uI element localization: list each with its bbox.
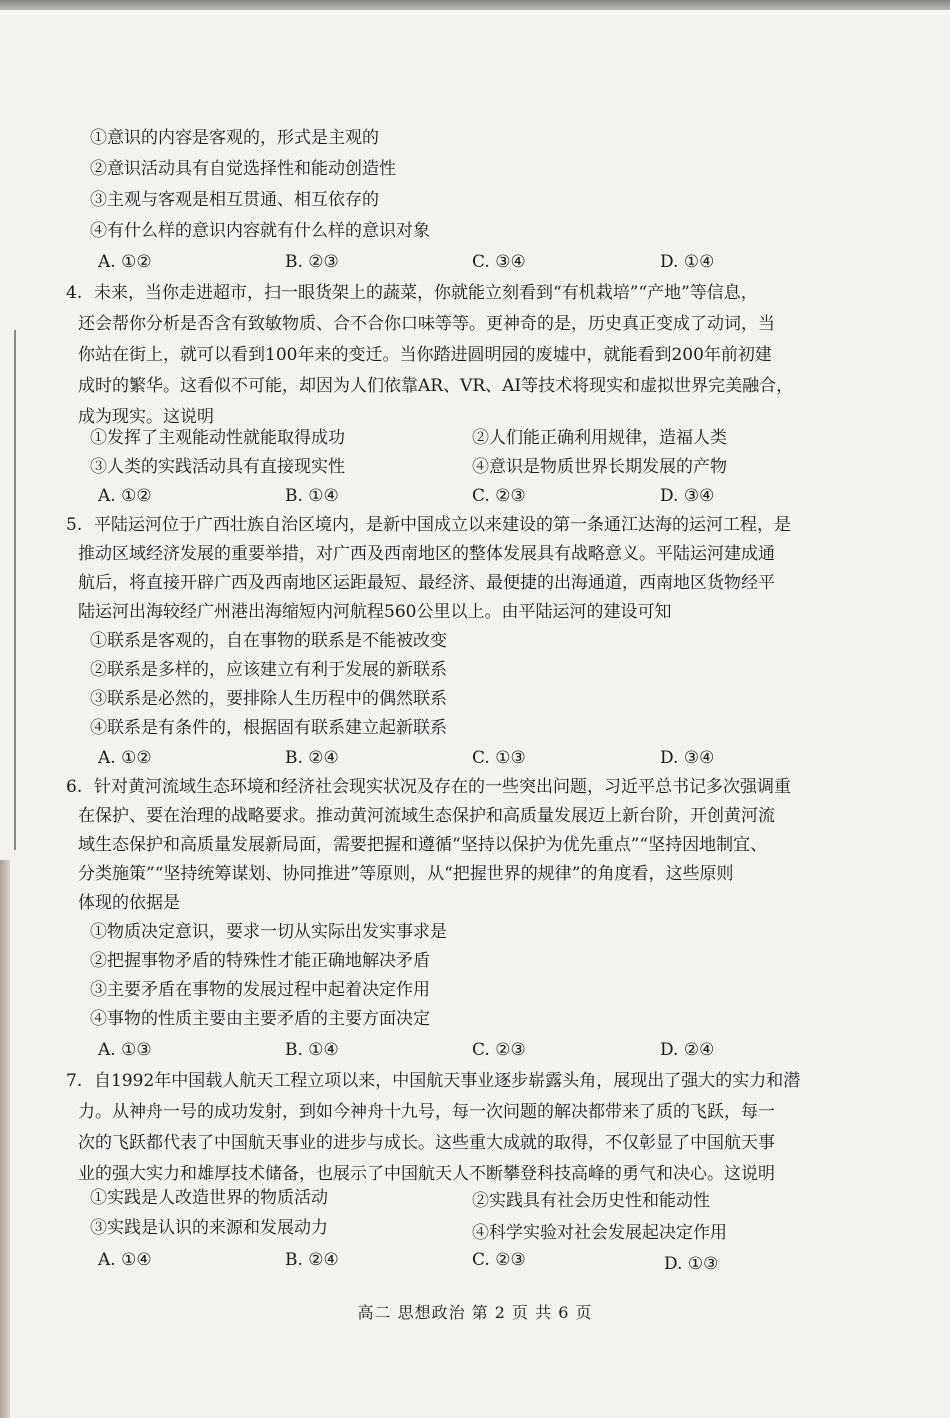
q5-item-1: ①联系是客观的，自在事物的联系是不能被改变 (90, 631, 447, 651)
scan-left-edge (0, 330, 16, 850)
q5-stem-line-1: 平陆运河位于广西壮族自治区境内，是新中国成立以来建设的第一条通江达海的运河工程，是 (94, 515, 791, 535)
q4-item-1: ①发挥了主观能动性就能取得成功 (90, 428, 345, 448)
q6-option-c: C. ②③ (472, 1040, 526, 1060)
q6-option-a: A. ①③ (98, 1040, 152, 1060)
q4-stem-line-5: 成为现实。这说明 (78, 407, 214, 427)
q4-number: 4. (66, 283, 83, 303)
q7-item-4: ④科学实验对社会发展起决定作用 (472, 1223, 727, 1243)
q3-item-1: ①意识的内容是客观的，形式是主观的 (90, 128, 379, 148)
q3-item-3: ③主观与客观是相互贯通、相互依存的 (90, 190, 379, 210)
q6-option-b: B. ①④ (285, 1040, 339, 1060)
q6-stem-line-2: 在保护、要在治理的战略要求。推动黄河流域生态保护和高质量发展迈上新台阶，开创黄河流 (78, 806, 775, 826)
q6-item-3: ③主要矛盾在事物的发展过程中起着决定作用 (90, 980, 430, 1000)
q4-item-3: ③人类的实践活动具有直接现实性 (90, 457, 345, 477)
q6-stem-line-5: 体现的依据是 (78, 893, 180, 913)
q6-stem-line-4: 分类施策”“坚持统筹谋划、协同推进”等原则，从“把握世界的规律”的角度看，这些原则 (78, 864, 734, 884)
scan-top-edge (0, 0, 950, 10)
q7-option-c: C. ②③ (472, 1250, 526, 1270)
q4-option-a: A. ①② (98, 486, 152, 506)
q7-option-d: D. ①③ (664, 1254, 719, 1274)
q3-option-c: C. ③④ (472, 252, 526, 272)
q6-stem-line-1: 针对黄河流域生态环境和经济社会现实状况及存在的一些突出问题，习近平总书记多次强调重 (94, 777, 791, 797)
q4-stem-line-1: 未来，当你走进超市，扫一眼货架上的蔬菜，你就能立刻看到“有机栽培”“产地”等信息， (94, 283, 758, 303)
q5-option-c: C. ①③ (472, 748, 526, 768)
q4-stem-line-2: 还会帮你分析是否含有致敏物质、合不合你口味等等。更神奇的是，历史真正变成了动词，当 (78, 314, 775, 334)
q7-stem-line-1: 自1992年中国载人航天工程立项以来，中国航天事业逐步崭露头角，展现出了强大的实力和潜 (94, 1071, 801, 1091)
q4-option-d: D. ③④ (660, 486, 715, 506)
q7-item-2: ②实践具有社会历史性和能动性 (472, 1191, 710, 1211)
q4-item-2: ②人们能正确利用规律，造福人类 (472, 428, 727, 448)
q5-number: 5. (66, 515, 83, 535)
q6-option-d: D. ②④ (660, 1040, 715, 1060)
q6-number: 6. (66, 777, 83, 797)
q3-item-2: ②意识活动具有自觉选择性和能动创造性 (90, 159, 396, 179)
q6-stem-line-3: 域生态保护和高质量发展新局面，需要把握和遵循“坚持以保护为优先重点”“坚持因地制宜、 (78, 835, 768, 855)
q5-option-b: B. ②④ (285, 748, 339, 768)
q6-item-1: ①物质决定意识，要求一切从实际出发实事求是 (90, 922, 447, 942)
q7-stem-line-3: 次的飞跃都代表了中国航天事业的进步与成长。这些重大成就的取得，不仅彰显了中国航天事 (78, 1133, 775, 1153)
q5-item-4: ④联系是有条件的，根据固有联系建立起新联系 (90, 718, 447, 738)
q4-stem-line-3: 你站在街上，就可以看到100年来的变迁。当你踏进圆明园的废墟中，就能看到200年前初建 (78, 345, 772, 365)
q5-stem-line-3: 航后，将直接开辟广西及西南地区运距最短、最经济、最便捷的出海通道，西南地区货物经平 (78, 573, 775, 593)
q3-item-4: ④有什么样的意识内容就有什么样的意识对象 (90, 221, 430, 241)
q5-item-3: ③联系是必然的，要排除人生历程中的偶然联系 (90, 689, 447, 709)
q6-item-2: ②把握事物矛盾的特殊性才能正确地解决矛盾 (90, 951, 430, 971)
q5-stem-line-2: 推动区域经济发展的重要举措，对广西及西南地区的整体发展具有战略意义。平陆运河建成通 (78, 544, 775, 564)
q7-stem-line-2: 力。从神舟一号的成功发射，到如今神舟十九号，每一次问题的解决都带来了质的飞跃，每一 (78, 1102, 775, 1122)
q7-option-a: A. ①④ (98, 1250, 152, 1270)
q3-option-d: D. ①④ (660, 252, 715, 272)
q4-stem-line-4: 成时的繁华。这看似不可能，却因为人们依靠AR、VR、AI等技术将现实和虚拟世界完美融合， (78, 376, 794, 396)
q4-item-4: ④意识是物质世界长期发展的产物 (472, 457, 727, 477)
q7-stem-line-4: 业的强大实力和雄厚技术储备，也展示了中国航天人不断攀登科技高峰的勇气和决心。这说明 (78, 1164, 775, 1184)
q7-item-1: ①实践是人改造世界的物质活动 (90, 1188, 328, 1208)
q5-option-d: D. ③④ (660, 748, 715, 768)
q5-option-a: A. ①② (98, 748, 152, 768)
q7-item-3: ③实践是认识的来源和发展动力 (90, 1218, 328, 1238)
q3-option-b: B. ②③ (285, 252, 339, 272)
q4-option-b: B. ①④ (285, 486, 339, 506)
q4-option-c: C. ②③ (472, 486, 526, 506)
q7-option-b: B. ②④ (285, 1250, 339, 1270)
q3-option-a: A. ①② (98, 252, 152, 272)
page-footer: 高二 思想政治 第 2 页 共 6 页 (357, 1303, 593, 1322)
q6-item-4: ④事物的性质主要由主要矛盾的主要方面决定 (90, 1009, 430, 1029)
scan-left-shadow (0, 860, 10, 1418)
q5-item-2: ②联系是多样的，应该建立有利于发展的新联系 (90, 660, 447, 680)
q7-number: 7. (66, 1071, 83, 1091)
q5-stem-line-4: 陆运河出海较经广州港出海缩短内河航程560公里以上。由平陆运河的建设可知 (78, 602, 672, 622)
